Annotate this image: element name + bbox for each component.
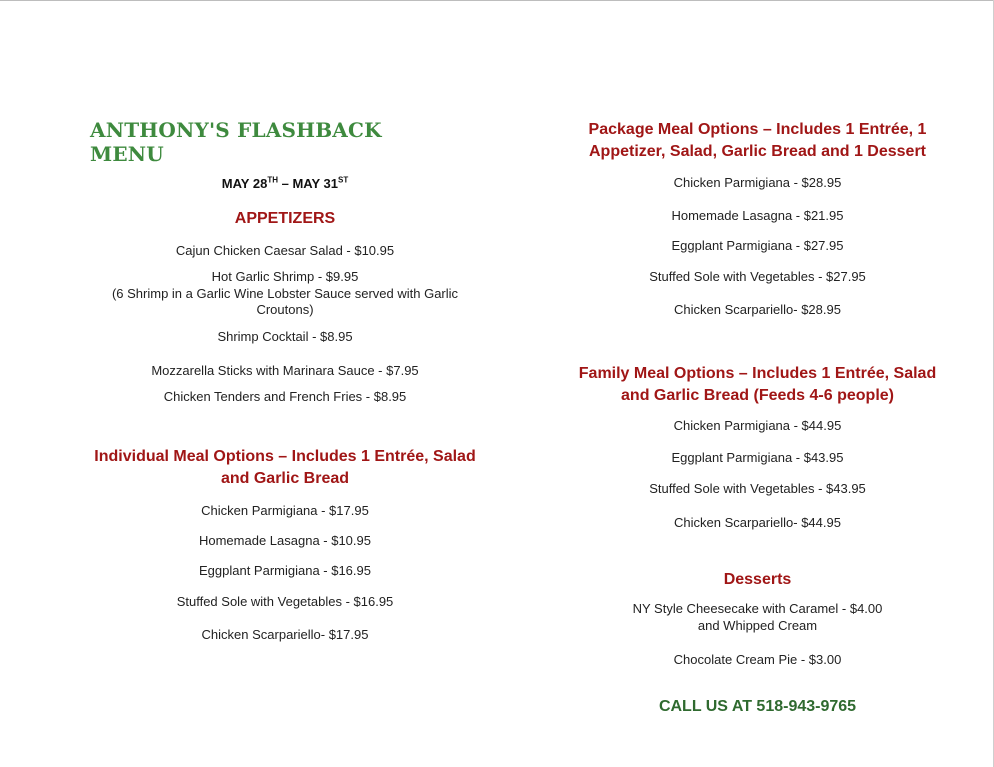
package-item: Chicken Scarpariello- $28.95 [674,302,841,317]
appetizer-item-description: Croutons) [256,302,314,317]
appetizer-item: Chicken Tenders and French Fries - $8.95 [163,389,407,404]
dessert-item: NY Style Cheesecake with Caramel - $4.00 [632,601,883,616]
appetizer-item-description: (6 Shrimp in a Garlic Wine Lobster Sauce served with Garlic [111,286,459,301]
date-separator: – [277,176,293,191]
individual-item: Chicken Scarpariello- $17.95 [201,627,369,642]
call-us-phone: CALL US AT 518-943-9765 [658,698,857,715]
family-item: Stuffed Sole with Vegetables - $43.95 [649,481,866,496]
package-heading-line1: Package Meal Options – Includes 1 Entrée, 1 [588,121,927,138]
menu-title: ANTHONY'S FLASHBACK MENU [90,118,382,166]
individual-item: Homemade Lasagna - $10.95 [198,533,371,548]
family-item: Chicken Parmigiana - $44.95 [673,418,842,433]
family-heading-line1: Family Meal Options – Includes 1 Entrée, Salad [578,365,937,382]
individual-item: Stuffed Sole with Vegetables - $16.95 [176,594,394,609]
family-item: Eggplant Parmigiana - $43.95 [671,450,844,465]
family-heading-line2: and Garlic Bread (Feeds 4-6 people) [621,387,894,404]
family-item: Chicken Scarpariello- $44.95 [674,515,841,530]
individual-item: Eggplant Parmigiana - $16.95 [198,563,371,578]
package-item: Homemade Lasagna - $21.95 [671,208,844,223]
date-end-suffix: ST [338,175,349,185]
date-end: MAY 31 [292,176,338,191]
appetizer-item: Hot Garlic Shrimp - $9.95 [211,269,359,284]
menu-dates [60,176,510,191]
appetizer-item: Mozzarella Sticks with Marinara Sauce - $7.95 [151,363,419,378]
date-start: MAY 28 [221,176,268,191]
package-heading [545,119,970,163]
dessert-item-continued: and Whipped Cream [697,618,818,633]
dessert-item: Chocolate Cream Pie - $3.00 [673,652,842,667]
appetizer-item: Shrimp Cocktail - $8.95 [217,329,353,344]
desserts-heading: Desserts [723,571,792,588]
package-item: Chicken Parmigiana - $28.95 [673,175,842,190]
individual-heading-line2: and Garlic Bread [220,470,350,487]
package-heading-line2: Appetizer, Salad, Garlic Bread and 1 Dessert [588,143,927,160]
appetizers-heading: APPETIZERS [234,210,336,227]
appetizer-item: Cajun Chicken Caesar Salad - $10.95 [175,243,395,258]
individual-heading-line1: Individual Meal Options – Includes 1 Entrée, Salad [94,448,476,465]
package-item: Stuffed Sole with Vegetables - $27.95 [649,269,866,284]
individual-item: Chicken Parmigiana - $17.95 [201,503,369,518]
individual-heading [60,446,510,490]
package-item: Eggplant Parmigiana - $27.95 [671,238,844,253]
page-border-top [0,0,994,1]
date-start-suffix: TH [267,175,278,185]
family-heading [545,363,970,407]
